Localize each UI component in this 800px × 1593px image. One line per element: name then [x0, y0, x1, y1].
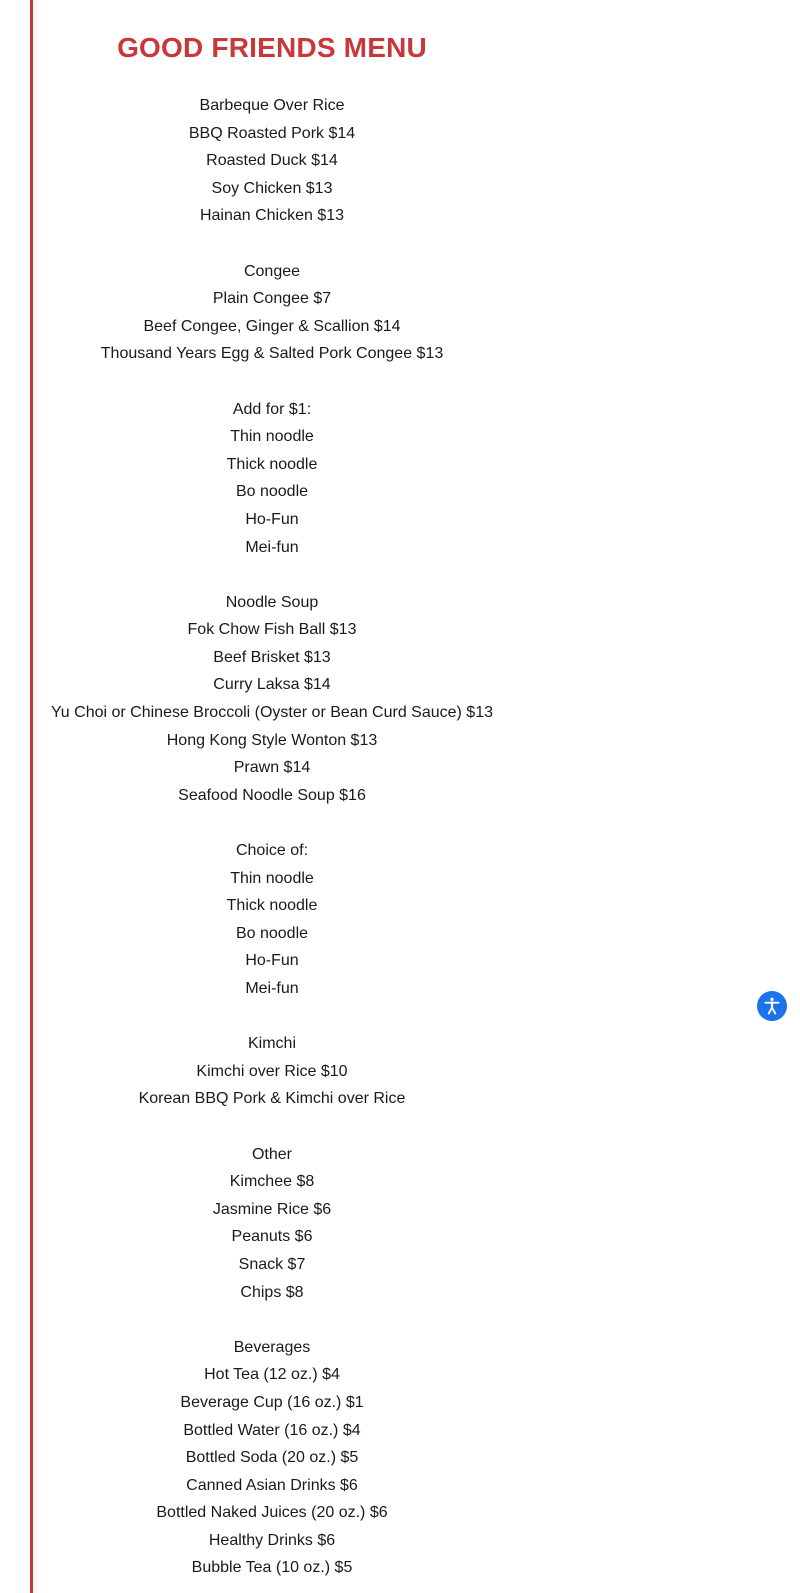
menu-item: Kimchee $8 [229, 1173, 315, 1191]
menu-item: Ho-Fun [245, 952, 299, 970]
menu-item: Mei-fun [245, 980, 299, 997]
section-spacer [34, 368, 510, 396]
menu-item: Kimchi over Rice $10 [196, 1062, 348, 1080]
section-heading: Noodle Soup [225, 593, 319, 611]
section-heading: Other [251, 1145, 292, 1163]
menu-item: Beef Brisket $13 [213, 648, 331, 666]
menu-item: Soy Chicken $13 [211, 179, 333, 197]
section-heading: Add for $1: [232, 400, 312, 418]
menu-item: Hong Kong Style Wonton $13 [166, 731, 378, 749]
page-title: GOOD FRIENDS MENU [117, 32, 427, 63]
section-spacer [34, 1306, 510, 1334]
menu-item: Thick noodle [226, 455, 318, 473]
section-spacer [34, 561, 510, 589]
section-heading: Kimchi [247, 1035, 296, 1053]
menu-item: Korean BBQ Pork & Kimchi over Rice [138, 1090, 406, 1108]
menu-item: Plain Congee $7 [212, 290, 332, 308]
section-spacer [34, 1003, 510, 1031]
menu-item: Hot Tea (12 oz.) $4 [204, 1366, 340, 1384]
section-heading: Barbeque Over Rice [199, 97, 345, 114]
menu-item: Seafood Noodle Soup $16 [178, 786, 366, 804]
menu-item: Thin noodle [230, 428, 314, 446]
menu-item: Roasted Duck $14 [206, 152, 338, 170]
menu-item: Curry Laksa $14 [213, 676, 331, 694]
section-heading: Congee [243, 262, 301, 280]
menu-item: Thin noodle [230, 869, 314, 887]
menu-item: Bottled Water (16 oz.) $4 [183, 1421, 361, 1439]
menu-item: Mei-fun [245, 538, 299, 556]
section-spacer [34, 1113, 510, 1141]
menu-item: Bottled Naked Juices (20 oz.) $6 [156, 1504, 388, 1522]
menu-item: Snack $7 [238, 1255, 306, 1273]
menu-item: Hainan Chicken $13 [199, 207, 345, 225]
menu-item: Bottled Soda (20 oz.) $5 [185, 1449, 359, 1467]
menu-list [34, 92, 510, 1582]
menu-item: Healthy Drinks $6 [208, 1531, 336, 1549]
menu-item: Thick noodle [226, 897, 318, 915]
menu-item: Beef Congee, Ginger & Scallion $14 [143, 317, 401, 335]
menu-item: Fok Chow Fish Ball $13 [187, 621, 357, 639]
section-heading: Choice of: [235, 842, 309, 860]
menu-item: Thousand Years Egg & Salted Pork Congee $13 [100, 345, 444, 363]
menu-content [34, 0, 510, 1582]
section-spacer [34, 230, 510, 258]
menu-item: Ho-Fun [245, 510, 299, 528]
menu-item: BBQ Roasted Pork $14 [188, 124, 356, 142]
menu-item: Canned Asian Drinks $6 [186, 1476, 358, 1494]
accessibility-icon [762, 996, 782, 1016]
section-heading: Beverages [233, 1338, 311, 1356]
accessibility-button[interactable] [757, 991, 787, 1021]
menu-item: Jasmine Rice $6 [212, 1200, 332, 1218]
section-spacer [34, 809, 510, 837]
left-border-rule [30, 0, 33, 1593]
menu-item: Bo noodle [235, 483, 309, 501]
menu-item: Bubble Tea (10 oz.) $5 [191, 1559, 353, 1577]
menu-item: Yu Choi or Chinese Broccoli (Oyster or Bean Curd Sauce) $13 [51, 704, 493, 722]
menu-item: Bo noodle [235, 924, 309, 942]
menu-item: Peanuts $6 [231, 1228, 313, 1246]
menu-item: Chips $8 [240, 1283, 304, 1301]
menu-item: Beverage Cup (16 oz.) $1 [180, 1393, 364, 1411]
menu-item: Prawn $14 [233, 759, 311, 777]
